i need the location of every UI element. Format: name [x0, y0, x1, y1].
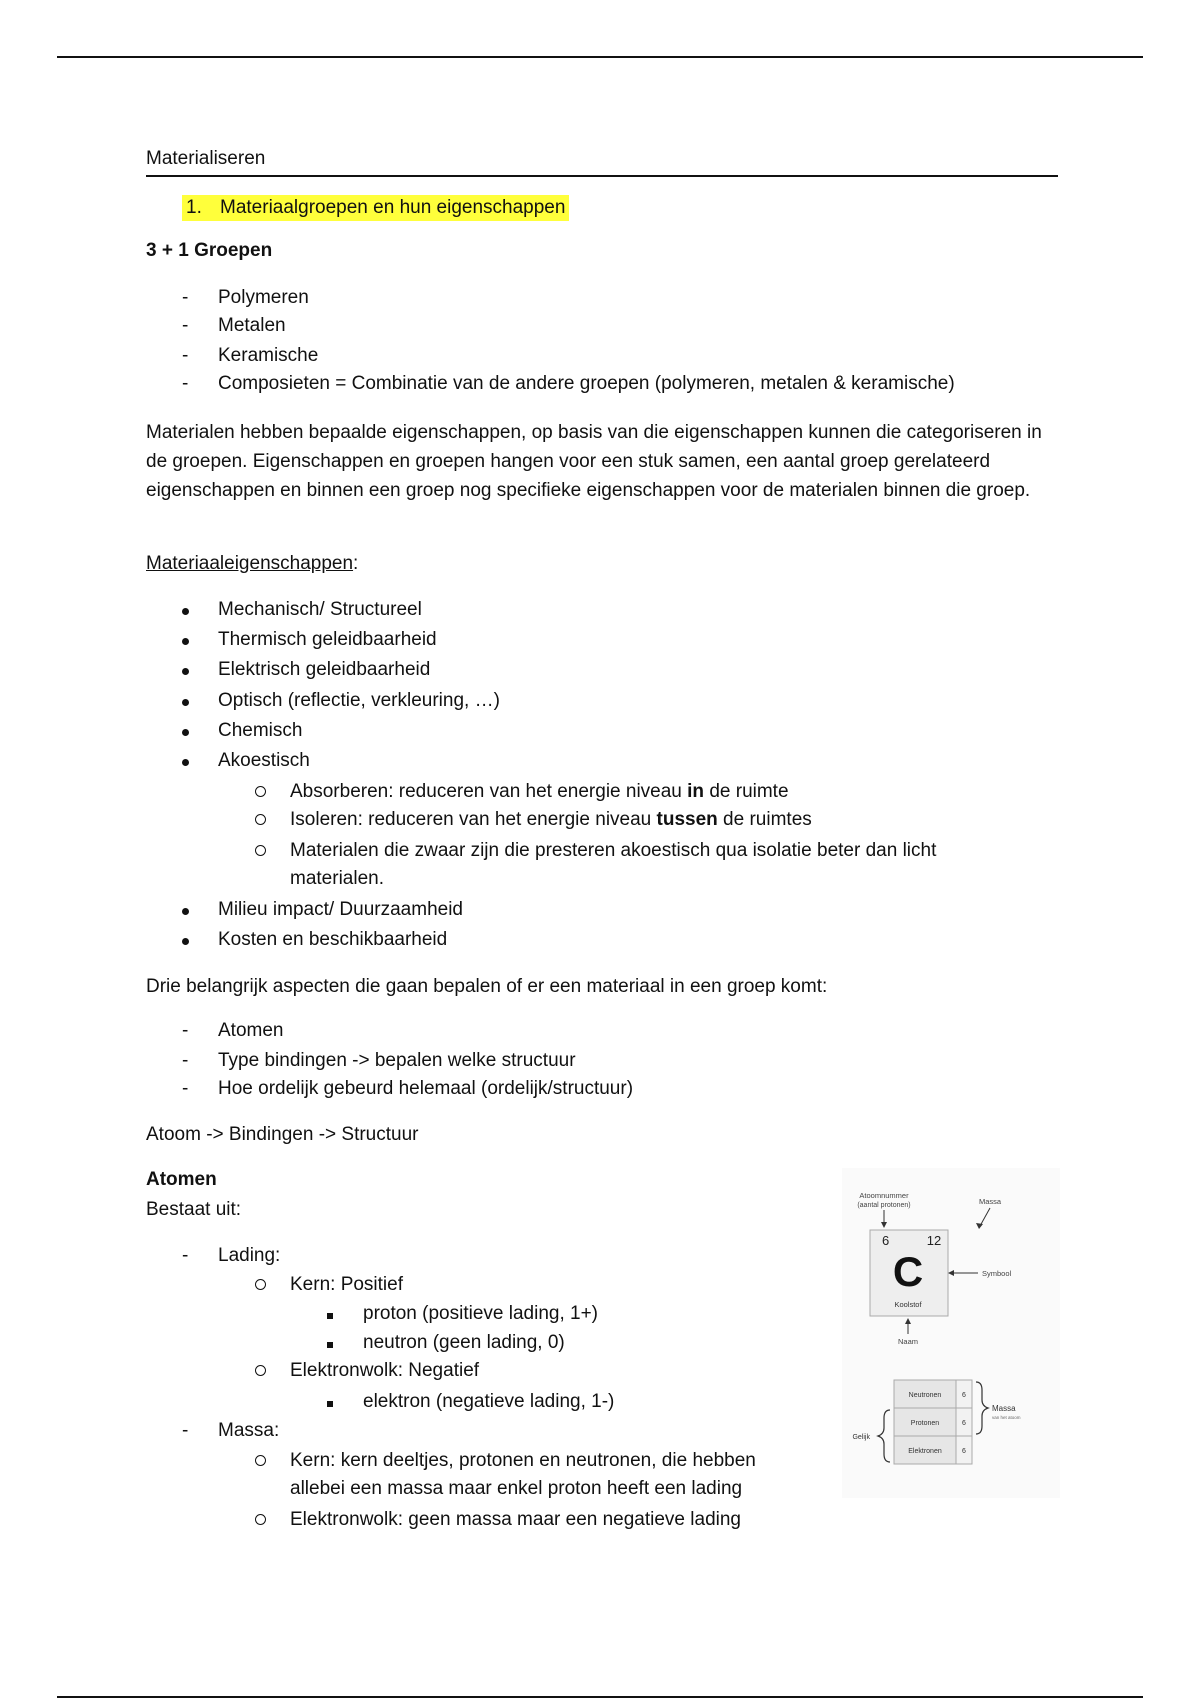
symbol-label: Symbool: [982, 1269, 1012, 1278]
sub-sub-list-item: proton (positieve lading, 1+): [363, 1303, 599, 1324]
atomic-number: 6: [882, 1233, 890, 1248]
dash-marker: -: [182, 1245, 189, 1266]
circle-marker: [255, 807, 266, 833]
list-item: Composieten = Combinatie van de andere groepen (polymeren, metalen & keramische): [218, 373, 955, 394]
circle-marker: [255, 1358, 266, 1384]
row-value: 6: [962, 1392, 966, 1399]
list-item: Elektrisch geleidbaarheid: [218, 659, 431, 680]
sub-list-item: Kern: Positief: [290, 1274, 403, 1295]
sub-sub-list-item: elektron (negatieve lading, 1-): [363, 1391, 615, 1412]
bullet-marker: [182, 627, 189, 653]
list-item: Kosten en beschikbaarheid: [218, 929, 448, 950]
properties-label: Materiaaleigenschappen: [146, 553, 354, 574]
element-name: Koolstof: [894, 1300, 922, 1309]
dash-marker: -: [182, 345, 189, 366]
bullet-marker: [182, 657, 189, 683]
page-header-rule: [57, 56, 1143, 58]
page-footer-rule: [57, 1696, 1143, 1698]
atomic-number-label: Atoomnummer: [859, 1191, 909, 1200]
sub-list-item: Elektronwolk: geen massa maar een negatieve lading: [290, 1509, 741, 1530]
dash-marker: -: [182, 1020, 189, 1041]
equal-label: Gelijk: [852, 1434, 870, 1441]
aspects-intro: Drie belangrijk aspecten die gaan bepalen of er een materiaal in een groep komt:: [146, 976, 828, 997]
sub-list-item: Kern: kern deeltjes, protonen en neutronen, die hebben: [290, 1450, 756, 1471]
list-item: Polymeren: [218, 287, 309, 308]
mass-brace-sublabel: van het atoom: [992, 1415, 1021, 1420]
document-title: Materialiseren: [146, 148, 266, 169]
atom-diagram: [842, 1168, 1060, 1498]
title-underline: [146, 175, 1058, 177]
square-marker: [327, 1389, 333, 1415]
mass-brace-label: Massa: [992, 1404, 1016, 1413]
sub-list-item: Elektronwolk: Negatief: [290, 1360, 480, 1381]
dash-marker: -: [182, 1420, 189, 1441]
bullet-marker: [182, 718, 189, 744]
mass-number: 12: [926, 1233, 942, 1248]
list-item: Type bindingen -> bepalen welke structuur: [218, 1050, 576, 1071]
bullet-marker: [182, 897, 189, 923]
bullet-marker: [182, 748, 189, 774]
list-item: Atomen: [218, 1020, 284, 1041]
list-item: Hoe ordelijk gebeurd helemaal (ordelijk/structuur): [218, 1078, 634, 1099]
row-label: Neutronen: [908, 1392, 942, 1399]
properties-heading: [146, 551, 358, 577]
bullet-marker: [182, 597, 189, 623]
row-value: 6: [962, 1448, 966, 1455]
square-marker: [327, 1301, 333, 1327]
intro-paragraph: Materialen hebben bepaalde eigenschappen, op basis van die eigenschappen kunnen die categoriseren in de groepen. Eigenschappen en groepen hangen voor een stuk samen, een aantal groep gerelateerd eigenschappen en binnen een groep nog specifieke eigenschappen voor de materialen binnen die groep.: [146, 422, 1042, 501]
circle-marker: [255, 1272, 266, 1298]
groups-heading: 3 + 1 Groepen: [146, 240, 273, 261]
list-item: Optisch (reflectie, verkleuring, …): [218, 690, 500, 711]
bullet-marker: [182, 927, 189, 953]
circle-marker: [255, 779, 266, 805]
dash-marker: -: [182, 373, 189, 394]
list-item: Mechanisch/ Structureel: [218, 599, 422, 620]
sub-list-item-continuation: allebei een massa maar enkel proton heeft een lading: [290, 1478, 743, 1499]
sub-list-item: Materialen die zwaar zijn die presteren akoestisch qua isolatie beter dan licht: [290, 840, 937, 861]
mass-label: Massa: [978, 1197, 1002, 1206]
sub-list-item: Isoleren: reduceren van het energie niveau tussen de ruimtes: [290, 809, 812, 830]
list-item: Akoestisch: [218, 750, 310, 771]
dash-marker: -: [182, 1078, 189, 1099]
row-label: Protonen: [910, 1420, 940, 1427]
atoms-heading: Atomen: [146, 1169, 217, 1190]
dash-marker: -: [182, 315, 189, 336]
element-symbol: C: [892, 1248, 924, 1295]
list-item: Keramische: [218, 345, 319, 366]
bullet-marker: [182, 688, 189, 714]
section-heading: [182, 195, 569, 221]
circle-marker: [255, 1448, 266, 1474]
section-number: 1.: [186, 197, 202, 218]
list-item: Massa:: [218, 1420, 280, 1441]
list-item: Chemisch: [218, 720, 303, 741]
row-value: 6: [962, 1420, 966, 1427]
row-label: Elektronen: [908, 1448, 942, 1455]
list-item: Milieu impact/ Duurzaamheid: [218, 899, 463, 920]
consists-of: Bestaat uit:: [146, 1199, 242, 1220]
sub-sub-list-item: neutron (geen lading, 0): [363, 1332, 565, 1353]
circle-marker: [255, 1507, 266, 1533]
atomic-number-sublabel: (aantal protonen): [857, 1202, 911, 1209]
list-item: Metalen: [218, 315, 286, 336]
dash-marker: -: [182, 287, 189, 308]
name-label: Naam: [897, 1337, 919, 1346]
sub-list-item: Absorberen: reduceren van het energie niveau in de ruimte: [290, 781, 789, 802]
dash-marker: -: [182, 1050, 189, 1071]
list-item: Lading:: [218, 1245, 281, 1266]
list-item: Thermisch geleidbaarheid: [218, 629, 437, 650]
sub-list-item-continuation: materialen.: [290, 868, 384, 889]
circle-marker: [255, 838, 266, 864]
properties-colon: :: [353, 553, 359, 574]
flow-line: Atoom -> Bindingen -> Structuur: [146, 1124, 419, 1145]
section-heading-text: Materiaalgroepen en hun eigenschappen: [220, 197, 566, 218]
square-marker: [327, 1330, 333, 1356]
